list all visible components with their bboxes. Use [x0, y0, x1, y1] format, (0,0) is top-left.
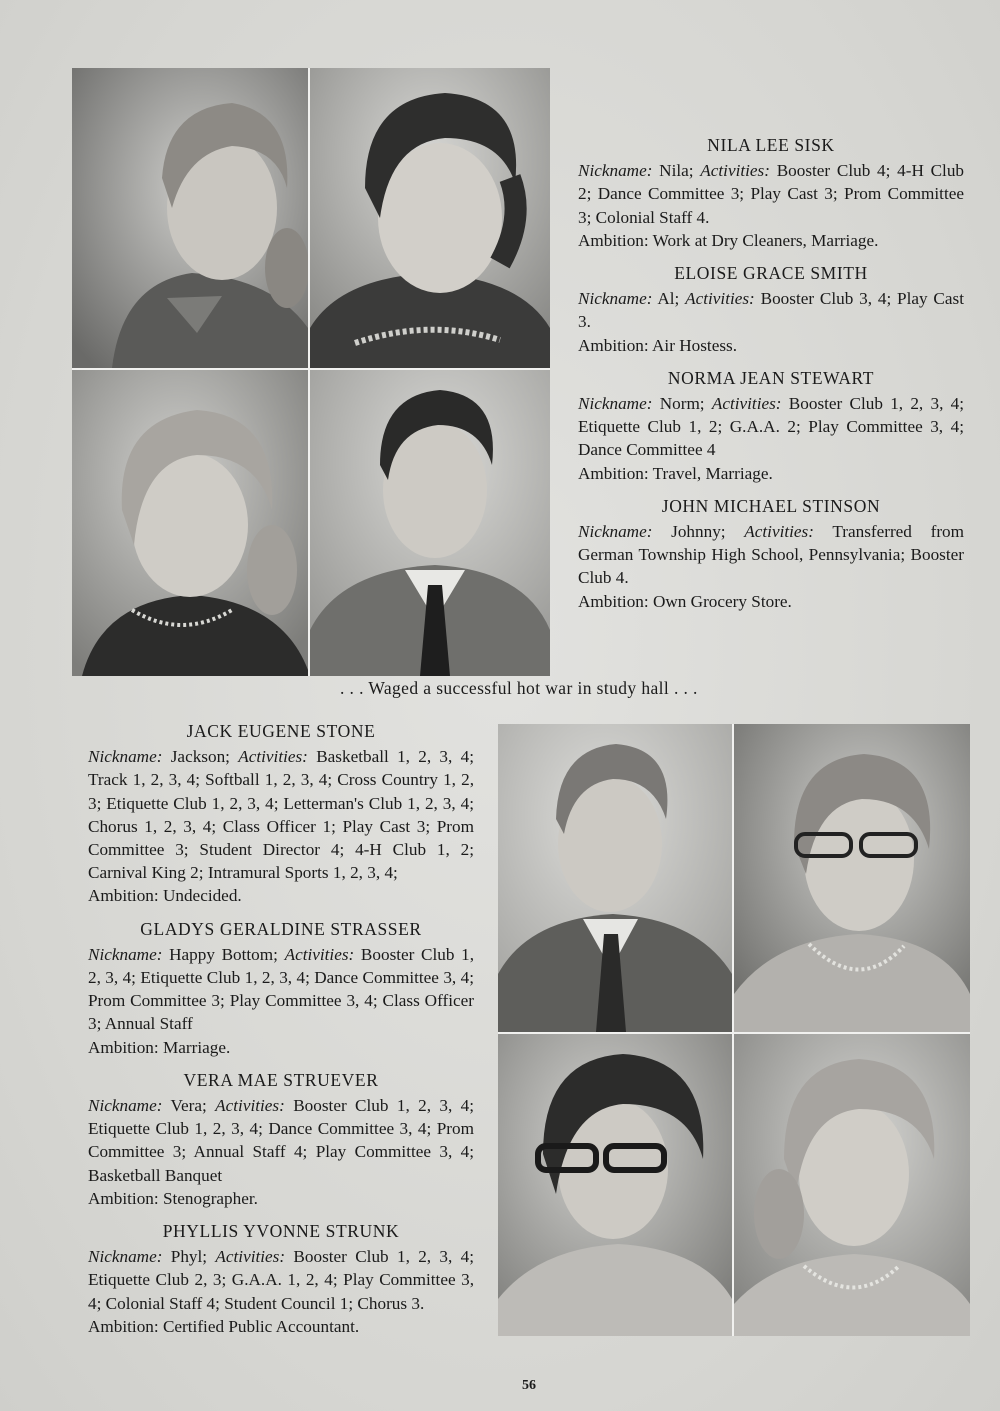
bio-entry: [578, 134, 964, 252]
top-photo-grid: [72, 68, 550, 676]
student-name: GLADYS GERALDINE STRASSER: [140, 918, 422, 939]
portrait-photo: [498, 1034, 732, 1336]
portrait-photo: [72, 370, 308, 676]
nickname-value: Happy Bottom;: [162, 944, 285, 964]
bio-entry: [578, 495, 964, 613]
student-name: JOHN MICHAEL STINSON: [661, 495, 881, 516]
activities-value: Booster Club 1, 2, 3, 4; Etiquette Club 2, 3; G.A.A. 1, 2, 4; Play Committee 3, 4; Colonial Staff 4; Student Council 1; Chorus 3.: [88, 1247, 474, 1313]
activities-label: Activities:: [711, 394, 782, 414]
student-name: JACK EUGENE STONE: [186, 721, 376, 741]
student-details: [88, 943, 474, 1036]
activities-label: Activities:: [284, 944, 355, 964]
bio-entry: [88, 1069, 474, 1210]
activities-value: Basketball 1, 2, 3, 4; Track 1, 2, 3, 4; Softball 1, 2, 3, 4; Cross Country 1, 2, 3; Etiquette Club 1, 2, 3, 4; Letterman's Club 1, 2, 3, 4; Chorus 1, 2, 3, 4; Class Officer 1; Play Cast 3; Prom Committee 3; Student Director 4; 4-H Club 1, 2; Carnival King 2; Intramural Sports 1, 2, 3, 4;: [88, 747, 474, 883]
page-number: 56: [522, 1378, 536, 1393]
student-details: [578, 392, 964, 462]
activities-label: Activities:: [215, 1096, 285, 1116]
activities-value: Booster Club 3, 4; Play Cast 3.: [578, 289, 964, 332]
portrait-photo: [310, 68, 550, 368]
student-details: [88, 745, 474, 884]
ambition-text: Ambition: Travel, Marriage.: [578, 463, 773, 483]
student-name: PHYLLIS YVONNE STRUNK: [162, 1221, 400, 1242]
student-name: NORMA JEAN STEWART: [667, 367, 875, 388]
student-details: [578, 520, 964, 590]
activities-label: Activities:: [685, 289, 755, 309]
activities-label: Activities:: [744, 522, 814, 542]
nickname-label: Nickname:: [88, 944, 163, 964]
nickname-value: Jackson;: [162, 747, 239, 767]
ambition-text: Ambition: Work at Dry Cleaners, Marriage.: [578, 230, 879, 250]
portrait-photo: [310, 370, 550, 676]
nickname-value: Norm;: [652, 394, 712, 414]
bio-entry: [88, 720, 474, 908]
bio-entry: [578, 367, 964, 485]
activities-label: Activities:: [215, 1247, 286, 1267]
student-details: [578, 159, 964, 229]
photo-caption: . . . Waged a successful hot war in study hall . . .: [340, 678, 698, 698]
student-name: VERA MAE STRUEVER: [183, 1069, 379, 1090]
ambition-text: Ambition: Own Grocery Store.: [578, 591, 792, 611]
bio-entry: [578, 262, 964, 357]
top-bio-column: [578, 134, 964, 623]
bio-entry: [88, 918, 474, 1059]
activities-value: Booster Club 1, 2, 3, 4; Etiquette Club 1, 2, 3, 4; Dance Committee 3, 4; Prom Committee 3; Annual Staff 4; Play Committee 3, 4; Basketball Banquet: [88, 1096, 475, 1185]
activities-value: Transferred from German Township High School, Pennsylvania; Booster Club 4.: [578, 522, 965, 588]
nickname-value: Nila;: [652, 161, 701, 181]
student-details: [88, 1245, 474, 1315]
ambition-text: Ambition: Marriage.: [88, 1037, 231, 1057]
activities-value: Booster Club 1, 2, 3, 4; Etiquette Club 1, 2; G.A.A. 2; Play Committee 3, 4; Dance Committee 4: [578, 394, 965, 460]
bio-entry: [88, 1220, 474, 1338]
nickname-value: Johnny;: [652, 522, 745, 542]
student-name: ELOISE GRACE SMITH: [674, 263, 868, 284]
ambition-text: Ambition: Certified Public Accountant.: [88, 1316, 360, 1336]
nickname-value: Al;: [652, 289, 686, 309]
bottom-bio-column: [88, 720, 474, 1348]
bottom-photo-grid: [498, 724, 970, 1336]
nickname-label: Nickname:: [578, 394, 653, 414]
activities-value: Booster Club 1, 2, 3, 4; Etiquette Club 1, 2, 3, 4; Dance Committee 3, 4; Prom Committee 3; Play Committee 3, 4; Class Officer 3; Annual Staff: [88, 944, 474, 1034]
portrait-photo: [734, 724, 970, 1032]
student-details: [578, 287, 964, 333]
ambition-text: Ambition: Undecided.: [88, 886, 242, 906]
activities-value: Booster Club 4; 4-H Club 2; Dance Committee 3; Play Cast 3; Prom Committee 3; Colonial Staff 4.: [578, 161, 965, 227]
student-name: NILA LEE SISK: [707, 135, 835, 155]
portrait-photo: [734, 1034, 970, 1336]
portrait-photo: [72, 68, 308, 368]
activities-label: Activities:: [700, 161, 770, 181]
nickname-value: Vera;: [162, 1096, 216, 1116]
nickname-label: Nickname:: [88, 1096, 163, 1116]
nickname-label: Nickname:: [88, 1247, 163, 1267]
ambition-text: Ambition: Stenographer.: [88, 1188, 258, 1208]
nickname-label: Nickname:: [578, 289, 653, 309]
nickname-label: Nickname:: [578, 161, 653, 181]
nickname-value: Phyl;: [162, 1247, 216, 1267]
activities-label: Activities:: [238, 747, 308, 767]
nickname-label: Nickname:: [88, 747, 163, 767]
portrait-photo: [498, 724, 732, 1032]
nickname-label: Nickname:: [578, 522, 653, 542]
ambition-text: Ambition: Air Hostess.: [578, 335, 737, 355]
student-details: [88, 1094, 474, 1187]
